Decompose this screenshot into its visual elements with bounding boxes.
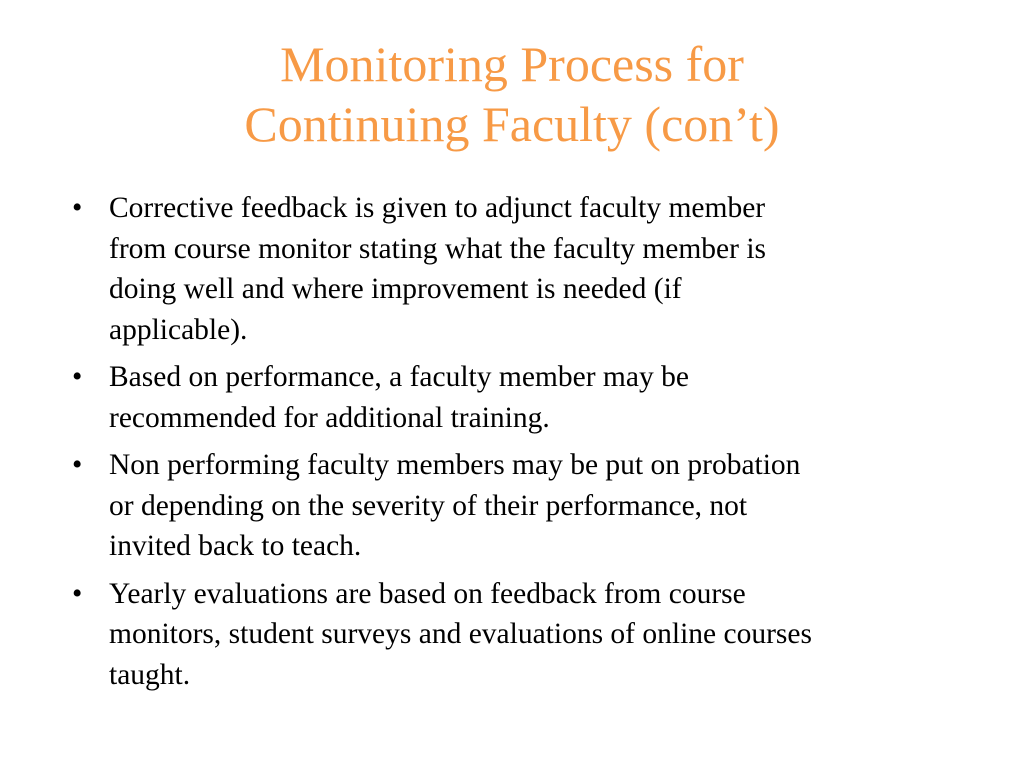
slide-title-line-2: Continuing Faculty (con’t): [244, 96, 780, 152]
bullet-item-yearly-evaluations: [72, 574, 942, 696]
bullet-line: monitors, student surveys and evaluations of online courses: [109, 618, 812, 650]
bullet-line: Based on performance, a faculty member may be: [109, 361, 689, 393]
bullet-line: or depending on the severity of their performance, not: [109, 489, 748, 522]
bullet-line: Corrective feedback is given to adjunct faculty member: [109, 192, 766, 224]
bullet-item-additional-training: [72, 357, 942, 438]
bullet-item-corrective-feedback: [72, 188, 942, 350]
bullet-line: taught.: [109, 658, 191, 691]
bullet-dot: •: [72, 192, 83, 224]
bullet-dot: •: [72, 577, 83, 610]
bullet-line: invited back to teach.: [109, 530, 362, 562]
slide-title-line-1: Monitoring Process for: [280, 36, 744, 92]
slide-title: [60, 34, 964, 154]
bullet-line: recommended for additional training.: [109, 401, 550, 434]
bullet-dot: •: [72, 449, 83, 481]
bullet-dot: •: [72, 361, 83, 393]
bullet-line: Non performing faculty members may be put on probation: [109, 449, 801, 481]
bullet-list: [72, 188, 942, 702]
bullet-line: from course monitor stating what the faculty member is: [109, 232, 767, 265]
bullet-item-probation: [72, 445, 942, 567]
bullet-line: doing well and where improvement is needed (if: [109, 273, 682, 305]
bullet-line: applicable).: [109, 313, 248, 346]
bullet-line: Yearly evaluations are based on feedback from course: [109, 577, 746, 610]
